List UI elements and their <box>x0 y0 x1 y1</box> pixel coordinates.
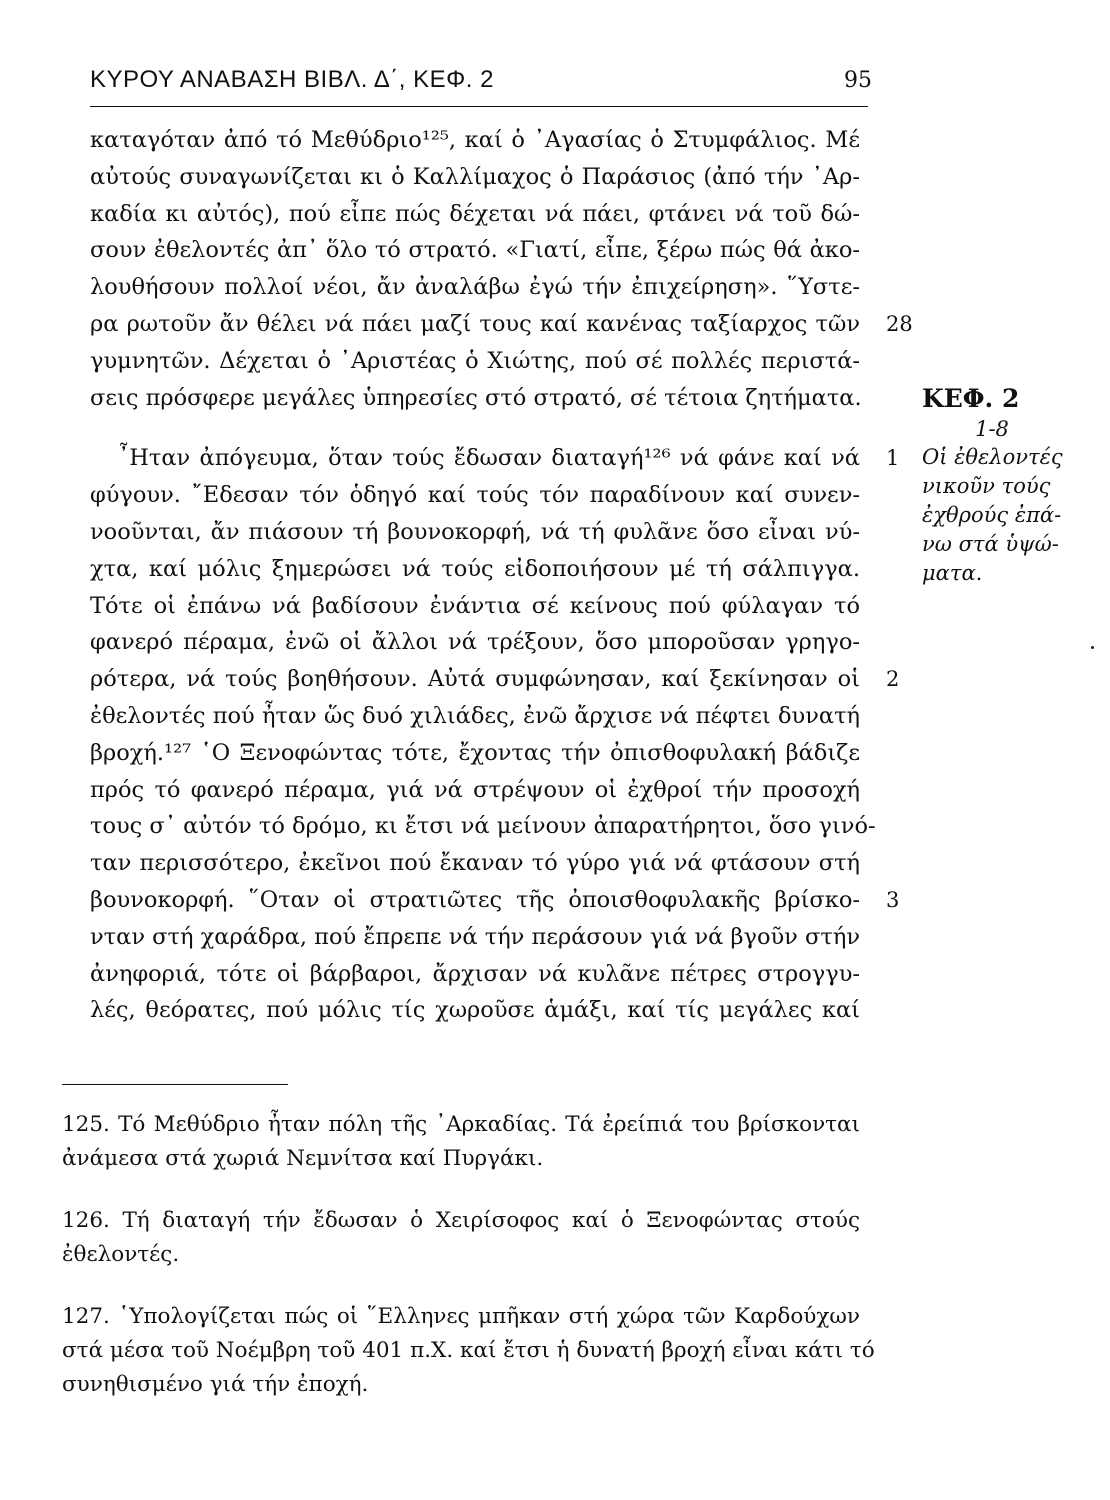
verse-number: 3 <box>886 888 900 912</box>
text-line: Τότε οἱ ἐπάνω νά βαδίσουν ἐνάντια σέ κείνους πού φύλαγαν τό <box>90 592 860 619</box>
chapter-label: ΚΕΦ. 2 <box>922 384 1020 413</box>
text-line: ἀνηφοριά, τότε οἱ βάρβαροι, ἄρχισαν νά κυλᾶνε πέτρες στρογγυ- <box>90 960 860 987</box>
footnote-line: συνηθισμένο γιά τήν ἐποχή. <box>62 1372 369 1397</box>
footnote-line: ἀνάμεσα στά χωριά Νεμνίτσα καί Πυργάκι. <box>62 1146 544 1171</box>
footnote-line: ἐθελοντές. <box>62 1242 180 1267</box>
verse-number: 28 <box>886 312 913 336</box>
text-line: ῏Ηταν ἀπόγευμα, ὅταν τούς ἔδωσαν διαταγή¹²⁶ νά φάνε καί νά <box>118 445 860 472</box>
text-line: αὐτούς συναγωνίζεται κι ὁ Καλλίμαχος ὁ Παράσιος (ἀπό τήν ᾿Αρ- <box>90 163 860 190</box>
text-line: φανερό πέραμα, ἐνῶ οἱ ἄλλοι νά τρέξουν, ὅσο μποροῦσαν γρηγο- <box>90 629 860 656</box>
sidebar-caption-line: νικοῦν τούς <box>922 474 1051 498</box>
verse-number: 1 <box>886 446 900 470</box>
text-line <box>90 306 860 343</box>
text-line-content: ρα ρωτοῦν ἄν θέλει νά πάει μαζί τους καί κανένας ταξίαρχος τῶν <box>90 310 860 337</box>
scan-speck <box>1091 646 1094 649</box>
text-line: λουθήσουν πολλοί νέοι, ἄν ἀναλάβω ἐγώ τήν ἐπιχείρηση». ῞Υστε- <box>90 274 860 301</box>
footnote-line: στά μέσα τοῦ Νοέμβρη τοῦ 401 π.Χ. καί ἔτσι ἡ δυνατή βροχή εἶναι κάτι τό <box>62 1338 875 1363</box>
text-line: καταγόταν ἀπό τό Μεθύδριο¹²⁵, καί ὁ ᾿Αγασίας ὁ Στυμφάλιος. Μέ <box>90 127 860 153</box>
chapter-sidebar <box>922 383 1092 588</box>
text-line: σεις πρόσφερε μεγάλες ὑπηρεσίες στό στρατό, σέ τέτοια ζητήματα. <box>90 384 862 411</box>
text-line: τους σ᾿ αὐτόν τό δρόμο, κι ἔτσι νά μείνουν ἀπαρατήρητοι, ὅσο γινό- <box>90 813 876 840</box>
footnotes <box>62 1108 875 1402</box>
header-rule <box>90 106 868 107</box>
text-line: σουν ἐθελοντές ἀπ᾿ ὅλο τό στρατό. «Γιατί, εἶπε, ξέρω πώς θά ἀκο- <box>90 237 860 264</box>
verse-number: 2 <box>886 667 900 691</box>
text-line: χτα, καί μόλις ξημερώσει νά τούς εἰδοποιήσουν μέ τή σάλπιγγα. <box>90 555 860 582</box>
footnote-line: 126. Τή διαταγή τήν ἔδωσαν ὁ Χειρίσοφος καί ὁ Ξενοφώντας στούς <box>62 1208 860 1233</box>
footnote-rule <box>62 1084 288 1085</box>
running-head <box>90 62 872 102</box>
sidebar-caption-line: Οἱ ἐθελοντές <box>922 445 1063 469</box>
text-line: φύγουν. ῎Εδεσαν τόν ὁδηγό καί τούς τόν παραδίνουν καί συνεν- <box>90 482 860 509</box>
text-line: καδία κι αὐτός), πού εἶπε πώς δέχεται νά πάει, φτάνει νά τοῦ δώ- <box>90 200 860 227</box>
text-line: νταν στή χαράδρα, πού ἔπρεπε νά τήν περάσουν γιά νά βγοῦν στήν <box>90 923 860 950</box>
text-line: λές, θεόρατες, πού μόλις τίς χωροῦσε ἁμάξι, καί τίς μεγάλες καί <box>90 997 860 1024</box>
text-line: βροχή.¹²⁷ ῾Ο Ξενοφώντας τότε, ἔχοντας τήν ὀπισθοφυλακή βάδιζε <box>90 739 860 766</box>
footnote-line: 125. Τό Μεθύδριο ἦταν πόλη τῆς ᾿Αρκαδίας. Τά ἐρείπιά του βρίσκονται <box>62 1112 860 1137</box>
text-line: πρός τό φανερό πέραμα, γιά νά στρέψουν οἱ ἐχθροί τήν προσοχή <box>90 776 860 803</box>
text-line: γυμνητῶν. Δέχεται ὁ ᾿Αριστέας ὁ Χιώτης, πού σέ πολλές περιστά- <box>90 347 860 374</box>
running-title: ΚΥΡΟΥ ΑΝΑΒΑΣΗ ΒΙΒΛ. Δ΄, ΚΕΦ. 2 <box>90 66 494 93</box>
text-line: ἐθελοντές πού ἦταν ὥς δυό χιλιάδες, ἐνῶ ἄρχισε νά πέφτει δυνατή <box>90 702 860 729</box>
sidebar-caption-line: ματα. <box>922 561 983 585</box>
footnote-line: 127. ῾Υπολογίζεται πώς οἱ ῞Ελληνες μπῆκαν στή χώρα τῶν Καρδούχων <box>62 1304 860 1329</box>
footnote-gap <box>62 1272 860 1300</box>
paragraph-gap <box>90 416 860 440</box>
text-line: ταν περισσότερο, ἐκεῖνοι πού ἔκαναν τό γύρο γιά νά φτάσουν στή <box>90 850 860 877</box>
section-range: 1-8 <box>975 417 1009 441</box>
footnote-gap <box>62 1176 860 1204</box>
page-number: 95 <box>844 68 872 93</box>
text-line: ρότερα, νά τούς βοηθήσουν. Αὐτά συμφώνησαν, καί ξεκίνησαν οἱ <box>90 666 860 693</box>
text-line: νοοῦνται, ἄν πιάσουν τή βουνοκορφή, νά τή φυλᾶνε ὅσο εἶναι νύ- <box>90 518 860 545</box>
sidebar-caption-line: ἐχθρούς ἐπά- <box>922 503 1062 527</box>
text-line: βουνοκορφή. ῞Οταν οἱ στρατιῶτες τῆς ὀποισθοφυλακῆς βρίσκο- <box>90 886 860 913</box>
main-text <box>90 122 913 1029</box>
sidebar-caption-line: νω στά ὑψώ- <box>922 532 1059 556</box>
